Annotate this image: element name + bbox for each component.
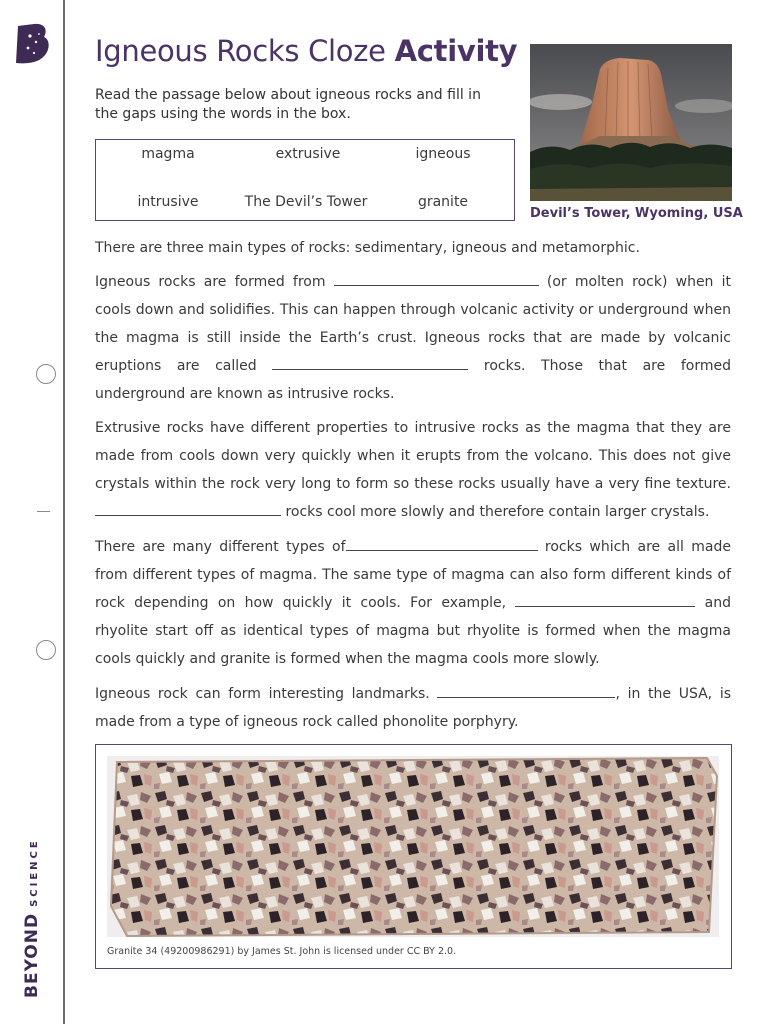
gap-blank[interactable] [272,355,468,370]
brand-word-science: SCIENCE [29,838,40,907]
brand-logo-icon [14,22,52,66]
gap-blank[interactable] [515,592,695,607]
passage-paragraph-5: Igneous rock can form interesting landmarks. , in the USA, is made from a type of igneous rock called phonolite porphyry. [95,680,731,736]
passage-paragraph-4: There are many different types of rocks which are all made from different types of magma. The same type of magma can also form different kinds of rock depending on how quickly it cools. For example, and rhyolite start off as identical types of magma but rhyolite is formed when the magma cools quickly and granite is formed when the magma cools more slowly. [95,533,731,673]
gap-blank[interactable] [346,536,538,551]
photo-caption: Devil’s Tower, Wyoming, USA [530,206,743,221]
fold-mark [37,511,50,512]
binder-hole [36,640,56,660]
gap-blank[interactable] [95,501,281,516]
word-bank-item: igneous [415,146,471,162]
passage-paragraph-1: There are three main types of rocks: sedimentary, igneous and metamorphic. [95,240,640,256]
binder-hole [36,364,56,384]
passage-paragraph-2: Igneous rocks are formed from (or molten rock) when it cools down and solidifies. This can happen through volcanic activity or underground when the magma is still inside the Earth’s crust. Igneous rocks that are made by volcanic eruptions are called rocks. Those that are formed underground are known as intrusive rocks. [95,268,731,408]
page-title [95,34,517,68]
word-bank-item: intrusive [137,194,199,210]
image-credit: Granite 34 (49200986291) by James St. John is licensed under CC BY 2.0. [107,946,457,957]
instructions: Read the passage below about igneous rocks and fill in the gaps using the words in the box. [95,87,481,122]
word-bank-item: granite [417,194,469,210]
word-bank-item: magma [141,146,195,162]
gap-blank[interactable] [437,683,615,698]
brand-word-beyond: BEYOND [22,912,42,998]
word-bank [95,139,515,221]
granite-photo [107,756,719,937]
gap-blank[interactable] [334,271,539,286]
title-light: Igneous Rocks Cloze [95,34,386,68]
margin-rule [63,0,65,1024]
word-bank-item: extrusive [275,146,341,162]
passage-paragraph-3: Extrusive rocks have different properties to intrusive rocks as the magma that they are made from cools down very quickly when it erupts from the volcano. This does not give crystals within the rock very long to form so these rocks usually have a very fine texture. rocks cool more slowly and therefore contain larger crystals. [95,420,731,520]
word-bank-item: The Devil’s Tower [244,194,368,210]
devils-tower-photo [530,44,732,201]
title-bold: Activity [394,34,518,68]
brand-wordmark [22,838,42,998]
